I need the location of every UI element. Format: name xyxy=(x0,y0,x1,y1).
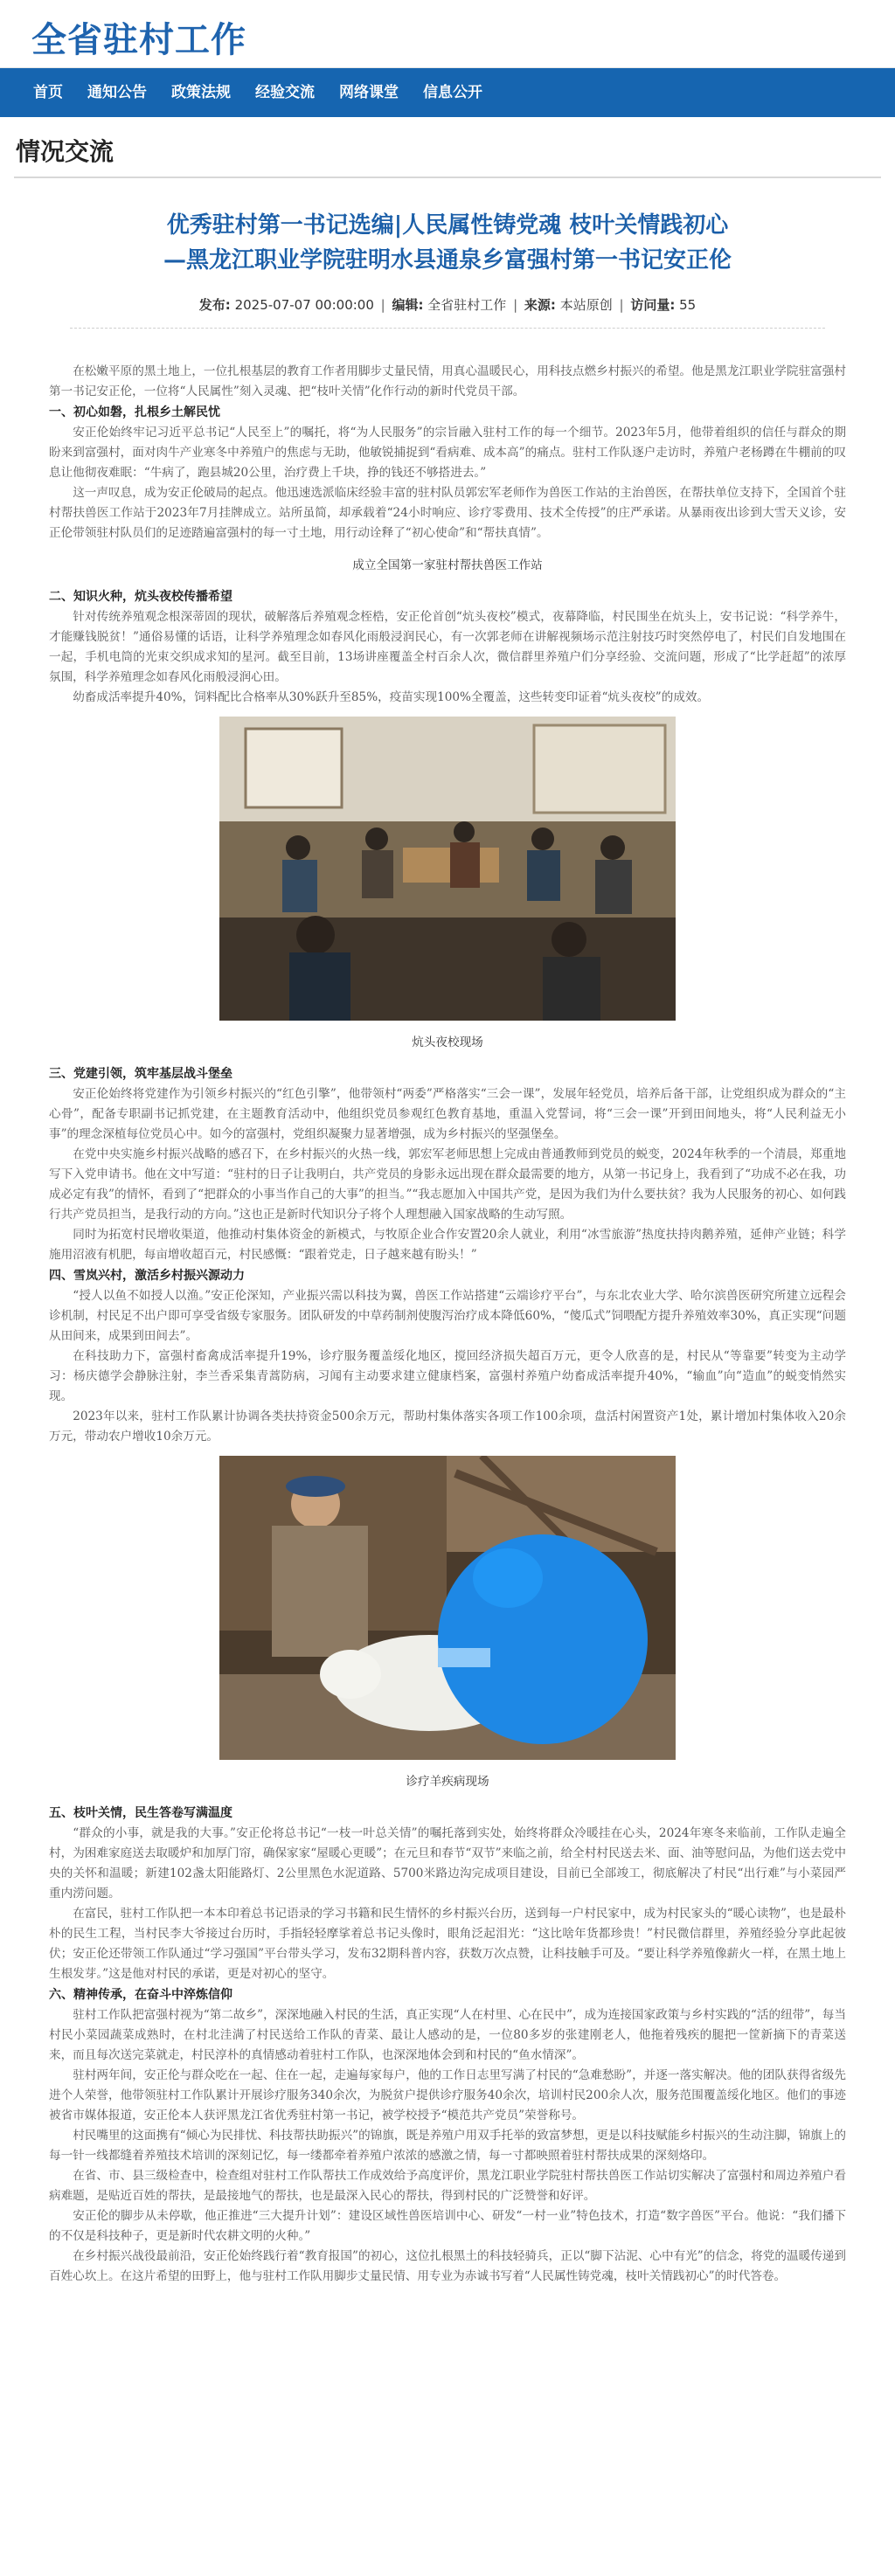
article-paragraph: 在党中央实施乡村振兴战略的感召下，在乡村振兴的火热一线，郭宏军老师思想上完成由普通教师到党员的蜕变，2024年秋季的一个清晨，郑重地写下入党申请书。他在文中写道：“驻村的日子让我明白，共产党员的身影永远出现在群众最需要的地方，从第一书记身上，我看到了“功成不必在我，功成必定有我”的情怀，看到了“把群众的小事当作自己的大事”的担当。”“我志愿加入中国共产党，是因为我们为什么要扶贫？我为人民服务的初心、如何践行共产党员担当，是我行动的方向。”这也正是新时代知识分子将个人理想融入国家战略的生动写照。 xyxy=(49,1147,846,1222)
nav-item-disclosure[interactable]: 信息公开 xyxy=(423,84,482,101)
source-label: 来源: xyxy=(524,297,556,313)
article-paragraph: 在省、市、县三级检查中，检查组对驻村工作队帮扶工作成效给予高度评价，黑龙江职业学院驻村帮扶兽医工作站切实解决了富强村和周边养殖户看病难题，是贴近百姓的帮扶，是最接地气的帮扶，也是最深入民心的帮扶，得到村民的广泛赞誉和好评。 xyxy=(49,2169,846,2203)
article-paragraph: 2023年以来，驻村工作队累计协调各类扶持资金500余万元，帮助村集体落实各项工作100余项，盘活村闲置资产1处，累计增加村集体收入20余万元，带动农户增收10余万元。 xyxy=(49,1409,846,1444)
article-subheading: 五、枝叶关情，民生答卷写满温度 xyxy=(49,1806,232,1820)
photo-caption: 成立全国第一家驻村帮扶兽医工作站 xyxy=(352,558,543,572)
views-label: 访问量: xyxy=(630,297,676,313)
site-logo[interactable]: 全省驻村工作 xyxy=(31,19,246,60)
article-meta xyxy=(70,295,825,329)
article-title xyxy=(0,208,895,278)
views-count: 55 xyxy=(679,297,697,313)
nav-item-notices[interactable]: 通知公告 xyxy=(87,84,147,101)
article-title-line1: 优秀驻村第一书记选编|人民属性铸党魂 枝叶关情践初心 xyxy=(166,212,729,239)
article-paragraph: 同时为拓宽村民增收渠道，他推动村集体资金的新模式，与牧原企业合作安置20余人就业，利用“冰雪旅游”热度扶持肉鹅养殖，延伸产业链；科学施用沼液有机肥，每亩增收超百元，村民感慨：“跟着党走，日子越来越有盼头！” xyxy=(49,1228,846,1262)
article-paragraph: 安正伦始终将党建作为引领乡村振兴的“红色引擎”，他带领村“两委”严格落实“三会一课”，发展年轻党员，培养后备干部，让党组织成为群众的“主心骨”，配备专职副书记抓党建，在主题教育活动中，他组织党员参观红色教育基地，重温入党誓词，将“三会一课”开到田间地头，将“人民利益无小事”的理念深植每位党员心中。如今的富强村，党组织凝聚力显著增强，成为乡村振兴的坚强堡垒。 xyxy=(49,1087,846,1141)
article-paragraph: 村民嘴里的这面携有“倾心为民排忧、科技帮扶助振兴”的锦旗，既是养殖户用双手托举的致富梦想，更是以科技赋能乡村振兴的生动注脚，锦旗上的每一针一线都缝着养殖技术培训的深刻记忆，每一缕都牵着养殖户浓浓的感激之情，每一寸都映照着驻村帮扶成果的深刻烙印。 xyxy=(49,2129,846,2163)
article-subheading: 二、知识火种，炕头夜校传播希望 xyxy=(49,590,232,604)
article-body xyxy=(0,362,895,2287)
nav-item-home[interactable]: 首页 xyxy=(33,84,63,101)
site-header xyxy=(0,0,895,68)
article-paragraph: “授人以鱼不如授人以渔。”安正伦深知，产业振兴需以科技为翼，兽医工作站搭建“云端诊疗平台”，与东北农业大学、哈尔滨兽医研究所建立远程会诊机制，村民足不出户即可享受省级专家服务。团队研发的中草药制剂使腹泻治疗成本降低60%，“傻瓜式”饲喂配方提升养殖效率30%，真正实现“问题从田间来，成果到田间去”。 xyxy=(49,1289,846,1343)
article-subheading: 六、精神传承，在奋斗中淬炼信仰 xyxy=(49,1988,232,2002)
meta-separator: | xyxy=(513,297,518,313)
section-heading: 情况交流 xyxy=(14,128,881,178)
article-paragraph: 驻村工作队把富强村视为“第二故乡”，深深地融入村民的生活，真正实现“人在村里、心在民中”，成为连接国家政策与乡村实践的“活的纽带”，每当村民小菜园蔬菜成熟时，在村北洼满了村民送给工作队的青菜、最让人感动的是，一位80多岁的张建刚老人，他拖着残疾的腿把一筐新摘下的青菜送来，而且每次送完菜就走，村民淳朴的真情感动着驻村工作队，也深深地体会到和村民的“鱼水情深”。 xyxy=(49,2008,846,2062)
goat-treatment-photo xyxy=(219,1456,676,1760)
source-value: 本站原创 xyxy=(559,297,613,313)
photo-caption: 炕头夜校现场 xyxy=(412,1035,483,1049)
night-school-photo xyxy=(219,717,676,1021)
article-paragraph: 安正伦始终牢记习近平总书记“人民至上”的嘱托，将“为人民服务”的宗旨融入驻村工作的每一个细节。2023年5月，他带着组织的信任与群众的期盼来到富强村，面对肉牛产业寒冬中养殖户的焦虑与无助，他敏锐捕捉到“看病难、成本高”的痛点。驻村工作队逐户走访时，养殖户老杨蹲在牛棚前的叹息让他彻夜难眠：“牛病了，跑县城20公里，治疗费上千块，挣的钱还不够搭进去。” xyxy=(49,426,846,480)
editor-label: 编辑: xyxy=(392,297,424,313)
meta-separator: | xyxy=(619,297,624,313)
nav-item-experience[interactable]: 经验交流 xyxy=(255,84,315,101)
article-paragraph: 这一声叹息，成为安正伦破局的起点。他迅速选派临床经验丰富的驻村队员郭宏军老师作为兽医工作站的主治兽医，在帮扶单位支持下，全国首个驻村帮扶兽医工作站于2023年7月挂牌成立。站所虽简，却承载着“24小时响应、诊疗零费用、技术全传授”的庄严承诺。从暴雨夜出诊到大雪天义诊，安正伦带领驻村队员们的足迹踏遍富强村的每一寸土地，用行动诠释了“初心使命”和“帮扶真情”。 xyxy=(49,486,846,540)
nav-item-online-course[interactable]: 网络课堂 xyxy=(339,84,399,101)
nav-item-policies[interactable]: 政策法规 xyxy=(171,84,231,101)
article-paragraph: 安正伦的脚步从未停歇，他正推进“三大提升计划”：建设区域性兽医培训中心、研发“一村一业”特色技术，打造“数字兽医”平台。他说：“我们播下的不仅是科技种子，更是新时代农耕文明的火种。” xyxy=(49,2209,846,2243)
article-paragraph: 驻村两年间，安正伦与群众吃在一起、住在一起，走遍每家每户，他的工作日志里写满了村民的“急难愁盼”，并逐一落实解决。他的团队获得省级先进个人荣誉，他带领驻村工作队累计开展诊疗服务340余次，为脱贫户提供诊疗服务40余次，培训村民200余人次，服务范围覆盖绥化地区。他们的事迹被省市媒体报道，安正伦本人获评黑龙江省优秀驻村第一书记，被学校授予“模范共产党员”荣誉称号。 xyxy=(49,2068,846,2122)
article-paragraph: 幼畜成活率提升40%，饲料配比合格率从30%跃升至85%，疫苗实现100%全覆盖，这些转变印证着“炕头夜校”的成效。 xyxy=(73,690,710,704)
publish-date: 2025-07-07 00:00:00 xyxy=(234,297,374,313)
photo-caption: 诊疗羊疾病现场 xyxy=(406,1775,489,1789)
article-title-line2: —黑龙江职业学院驻明水县通泉乡富强村第一书记安正伦 xyxy=(163,247,732,274)
article-paragraph: 针对传统养殖观念根深蒂固的现状，破解落后养殖观念桎梏，安正伦首创“炕头夜校”模式，夜幕降临，村民围坐在炕头上，安书记说：“科学养牛，才能赚钱脱贫！”通俗易懂的话语，让科学养殖理念如春风化雨般浸润民心，有一次郭老师在讲解视频场示范注射技巧时突然停电了，村民们自发地围在一起，手机电筒的光束交织成求知的星河。截至目前，13场讲座覆盖全村百余人次，微信群里养殖户们分享经验、交流问题，形成了“比学赶超”的浓厚氛围，科学养殖理念如春风化雨般浸润心田。 xyxy=(49,610,846,684)
article-subheading: 一、初心如磐，扎根乡土解民忧 xyxy=(49,405,220,419)
main-nav xyxy=(0,68,895,117)
article-paragraph: 在科技助力下，富强村畜禽成活率提升19%，诊疗服务覆盖绥化地区，搅回经济损失超百万元，更令人欣喜的是，村民从“等靠要”转变为主动学习：杨庆德学会静脉注射，李兰香采集青蒿防病，习闻有主动要求建立健康档案，富强村养殖户幼畜成活率提升40%，“输血”向“造血”的蜕变悄然实现。 xyxy=(49,1349,846,1403)
publish-label: 发布: xyxy=(198,297,231,313)
article-paragraph: 在松嫩平原的黑土地上，一位扎根基层的教育工作者用脚步丈量民情，用真心温暖民心，用科技点燃乡村振兴的希望。他是黑龙江职业学院驻富强村第一书记安正伦，一位将“人民属性”刻入灵魂、把“枝叶关情”化作行动的新时代党员干部。 xyxy=(49,364,846,398)
article-subheading: 四、雪岚兴村，激活乡村振兴源动力 xyxy=(49,1269,245,1283)
article-paragraph: 在富民，驻村工作队把一本本印着总书记语录的学习书籍和民生情怀的乡村振兴台历，送到每一户村民家中，成为村民家头的“暖心读物”，也是最朴朴的民生工程，当村民李大爷接过台历时，手指轻轻摩挲着总书记头像时，眼角泛起泪光：“这比啥年货都珍贵！”村民微信群里，养殖经验分享此起彼伏；安正伦还带领工作队通过“学习强国”平台带头学习，发布32期科普内容，获数万次点赞，让科技触手可及。“要让科学养殖像薪火一样，在黑土地上生根发芽。”这是他对村民的承诺，更是对初心的坚守。 xyxy=(49,1907,846,1981)
article-paragraph: 在乡村振兴战役最前沿，安正伦始终践行着“教育报国”的初心，这位扎根黑土的科技轻骑兵，正以“脚下沾泥、心中有光”的信念，将党的温暖传递到百姓心坎上。在这片希望的田野上，他与驻村工作队用脚步丈量民情、用专业为赤诚书写着“人民属性铸党魂，枝叶关情践初心”的时代答卷。 xyxy=(49,2249,846,2283)
article-subheading: 三、党建引领，筑牢基层战斗堡垒 xyxy=(49,1067,232,1081)
meta-separator: | xyxy=(380,297,385,313)
article-paragraph: “群众的小事，就是我的大事。”安正伦将总书记“一枝一叶总关情”的嘱托落到实处，始终将群众冷暖挂在心头，2024年寒冬来临前，工作队走遍全村，为困难家庭送去取暖炉和加厚门帘，确保家家“屋暖心更暖”；在元旦和春节“双节”来临之前，给全村村民送去米、面、油等慰问品，为他们送去党中央的关怀和温暖；新建102盏太阳能路灯、2公里黑色水泥道路、5700米路边沟完成项目建设，目前已全部竣工，彻底解决了村民“出行难”与小菜园严重内涝问题。 xyxy=(49,1826,846,1901)
editor-value: 全省驻村工作 xyxy=(427,297,507,313)
